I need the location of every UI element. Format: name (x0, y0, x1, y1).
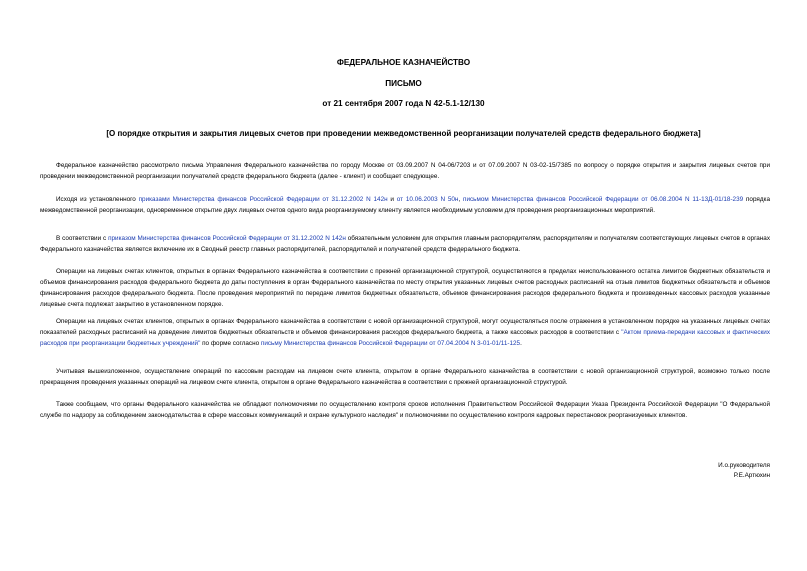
minfin-letter-2004-link[interactable]: письмом Министерства финансов Российской Федерации от 06.08.2004 N 11-13Д-01/18-239 (463, 196, 744, 203)
issuer-heading: ФЕДЕРАЛЬНОЕ КАЗНАЧЕЙСТВО (336, 58, 471, 67)
paragraph-5-text-a: Операции на лицевых счетах клиентов, открытых в органах Федерального казначейства в соответствии с новой организационной структурой, могут осуществляться после отражения в установленном порядке на указанных лицевых счетах показателей расходных расписаний на доведение лимитов бюджетных обязательств и объемов финансирования расходов федерального бюджета, а также кассовых расходов в соответствии с (40, 318, 770, 336)
paragraph-7: Также сообщаем, что органы Федерального казначейства не обладают полномочиями по осуществлению контроля сроков исполнения Правительством Российской Федерации Указа Президента Российской Федерации "О Федеральной службе по надзору за соблюдением законодательства в сфере массовых коммуникаций и охране культурного наследия" и полномочиями по осуществлению контроля кадровых перестановок реорганизуемых клиентов. (40, 401, 770, 419)
paragraph-2-text-c: , (458, 196, 464, 203)
order-142n-link[interactable]: приказами Министерства финансов Российской Федерации от 31.12.2002 N 142н (138, 196, 388, 203)
paragraph-3-text-a: В соответствии с (56, 235, 109, 242)
document-subject: [О порядке открытия и закрытия лицевых счетов при проведении межведомственной реорганизации получателей средств федерального бюджета] (106, 129, 701, 138)
paragraph-2-text-a: Исходя из установленного (56, 196, 139, 203)
minfin-letter-2004-04-link[interactable]: письму Министерства финансов Российской Федерации от 07.04.2004 N 3-01-01/11-125 (260, 340, 521, 347)
paragraph-3-text-b: обязательным условием для открытия главным распорядителям, распорядителям и получателям соответствующих лицевых счетов в органах Федерального казначейства является включение их в Сводный реестр главных распорядителей, распорядителей и получателей средств федерального бюджета. (40, 235, 770, 253)
paragraph-1: Федеральное казначейство рассмотрело письма Управления Федерального казначейства по городу Москве от 03.09.2007 N 04-06/7203 и от 07.09.2007 N 03-02-15/7385 по вопросу о порядке открытия и закрытия лицевых счетов при проведении межведомственной реорганизации получателей средств федерального бюджета (далее - клиент) и сообщает следующее. (40, 162, 770, 180)
paragraph-6: Учитывая вышеизложенное, осуществление операций по кассовым расходам на лицевом счете клиента, открытом в органе Федерального казначейства в соответствии с новой организационной структурой, возможно только после прекращения проведения указанных операций на лицевом счете клиента, открытом в органе Федерального казначейства в соответствии с прежней организационной структурой. (40, 368, 770, 386)
document-type-heading: ПИСЬМО (385, 79, 422, 88)
signatory-name: Р.Е.Артюхин (733, 472, 770, 479)
paragraph-4: Операции на лицевых счетах клиентов, открытых в органах Федерального казначейства в соответствии с прежней организационной структурой, осуществляются в пределах неиспользованного остатка лимитов бюджетных обязательств и объемов финансирования расходов федерального бюджета до даты поступления в орган Федерального казначейства по месту открытия указанных лицевых счетов расходных расписаний на отзыв лимитов бюджетных обязательств и объемов финансирования расходов федерального бюджета. После проведения мероприятий по передаче лимитов бюджетных обязательств, объемов финансирования расходов федерального бюджета и произведенных кассовых расходов указанные лицевые счета подлежат закрытию в установленном порядке. (40, 268, 770, 308)
transfer-act-link[interactable]: "Актом приема-передачи кассовых и фактических расходов при реорганизации бюджетных учреждений" (40, 329, 771, 347)
signatory-position: И.о.руководителя (718, 462, 770, 469)
paragraph-2-text-d: порядка межведомственной реорганизации, одновременное открытие двух лицевых счетов одного вида реорганизуемому клиенту является необходимым условием для проведения реорганизационных мероприятий. (40, 196, 770, 214)
paragraph-5-text-c: . (520, 340, 522, 347)
date-number-heading: от 21 сентября 2007 года N 42-5.1-12/130 (322, 99, 485, 108)
paragraph-2-text-b: и (387, 196, 397, 203)
paragraph-3 (40, 233, 770, 255)
paragraph-5-text-b: по форме согласно (200, 340, 261, 347)
order-50n-link[interactable]: от 10.06.2003 N 50н (396, 196, 459, 203)
paragraph-5 (40, 316, 770, 349)
order-142n-link-2[interactable]: приказом Министерства финансов Российской Федерации от 31.12.2002 N 142н (108, 235, 346, 242)
paragraph-2 (40, 194, 770, 216)
